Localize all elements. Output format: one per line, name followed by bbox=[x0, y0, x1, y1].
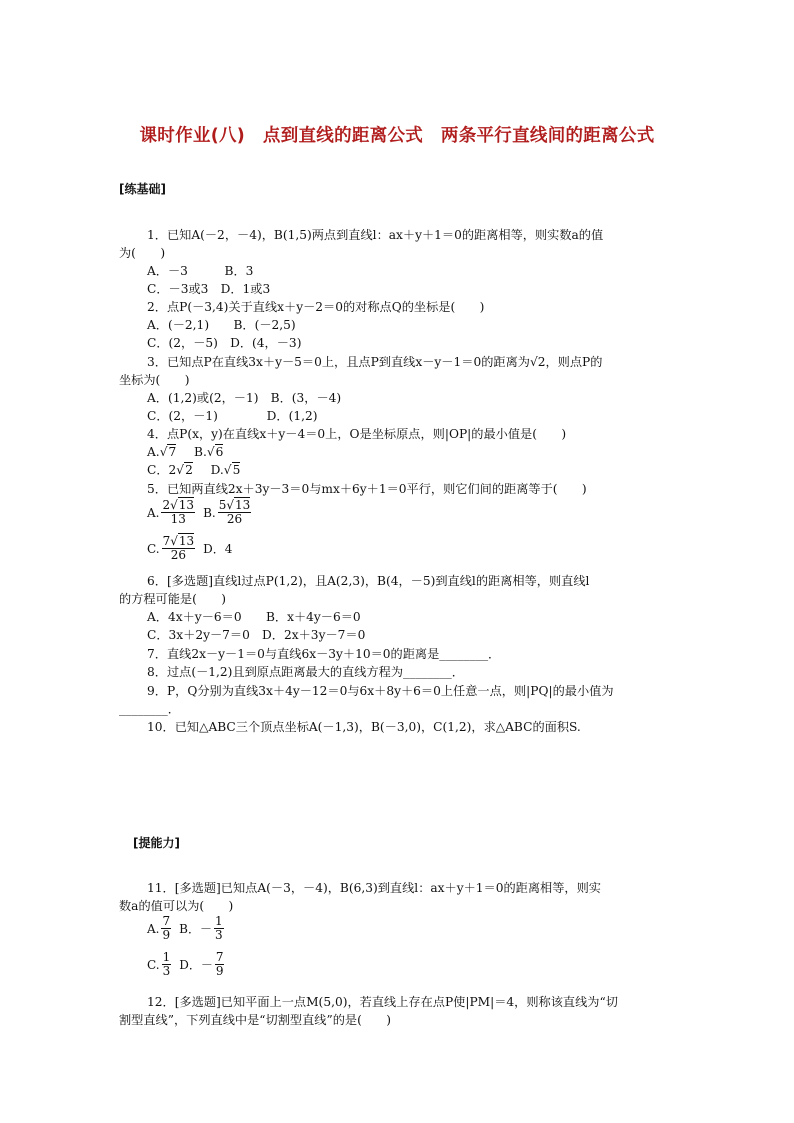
q11-option-b-denominator: 3 bbox=[214, 928, 223, 942]
q11-option-d-numerator: 7 bbox=[215, 950, 224, 964]
q11-options-ab bbox=[147, 915, 226, 942]
q5-option-b-coef: 5 bbox=[218, 498, 227, 512]
q5-option-c-radicand: 13 bbox=[178, 534, 195, 548]
q11-options-cd bbox=[147, 951, 226, 978]
q1-options-ab: A．－3 B．3 bbox=[147, 264, 254, 278]
q5-option-a-denominator: 13 bbox=[170, 512, 186, 526]
q11-option-b-numerator: 1 bbox=[214, 914, 223, 928]
q8: 8．过点(－1,2)且到原点距离最大的直线方程为________． bbox=[147, 665, 464, 679]
q1-stem: 1．已知A(－2，－4)，B(1,5)两点到直线l：ax＋y＋1＝0的距离相等，则实数a的值 bbox=[147, 228, 604, 242]
q11-option-c-numerator: 1 bbox=[162, 950, 171, 964]
q11-option-c-label: C. bbox=[147, 957, 160, 972]
q4-option-a-radicand: 7 bbox=[168, 445, 177, 459]
q5-option-b-label: B. bbox=[203, 505, 216, 520]
q11-option-b-label: B．－ bbox=[179, 922, 212, 936]
q11-option-d-fraction bbox=[215, 951, 225, 978]
q4-option-a-label: A. bbox=[147, 445, 160, 459]
q6-options-ab: A．4x＋y－6＝0 B．x＋4y－6＝0 bbox=[147, 610, 361, 624]
q11-option-c-fraction bbox=[162, 951, 172, 978]
q12-stem-cont: 割型直线”，下列直线中是“切割型直线”的是( ) bbox=[119, 1013, 391, 1027]
q4-option-c-radicand: 2 bbox=[185, 463, 193, 477]
q1-options-cd: C．－3或3 D．1或3 bbox=[147, 282, 271, 296]
q4-options-ab: A.√7 B.√6 bbox=[147, 445, 224, 459]
q11-option-c-denominator: 3 bbox=[162, 964, 171, 978]
q3-stem: 3．已知点P在直线3x＋y－5＝0上，且点P到直线x－y－1＝0的距离为√2，则点P的 bbox=[147, 355, 603, 369]
q11-stem-cont: 数a的值可以为( ) bbox=[119, 899, 234, 913]
q11-option-d-label: D．－ bbox=[179, 958, 213, 972]
q3-stem-cont: 坐标为( ) bbox=[119, 373, 190, 387]
q3-options-ab: A．(1,2)或(2，－1) B．(3，－4) bbox=[147, 391, 342, 405]
q11-stem: 11．[多选题]已知点A(－3，－4)，B(6,3)到直线l：ax＋y＋1＝0的距离相等，则实 bbox=[147, 881, 601, 895]
q5-option-b-fraction: $\frac{5√13}{26}$ bbox=[218, 498, 251, 526]
q5-option-c-fraction: $\frac{7√13}{26}$ bbox=[162, 534, 195, 562]
q5-option-c-label: C. bbox=[147, 541, 160, 556]
q11-option-b-fraction bbox=[214, 915, 224, 942]
q4-option-d-label: D. bbox=[210, 463, 224, 477]
q5-option-a-label: A. bbox=[147, 505, 160, 520]
q5-option-b-denominator: 26 bbox=[226, 512, 243, 526]
q5-option-b-radicand: 13 bbox=[235, 498, 251, 512]
q9-stem: 9．P，Q分别为直线3x＋4y－12＝0与6x＋8y＋6＝0上任意一点，则|PQ|的最小值为 bbox=[147, 684, 614, 698]
q11-option-a-denominator: 9 bbox=[162, 928, 171, 942]
q2-options-ab: A．(－2,1) B．(－2,5) bbox=[147, 318, 296, 332]
q6-options-cd: C．3x＋2y－7＝0 D．2x＋3y－7＝0 bbox=[147, 628, 366, 642]
q2-stem: 2．点P(－3,4)关于直线x＋y－2＝0的对称点Q的坐标是( ) bbox=[147, 300, 485, 314]
q2-options-cd: C．(2，－5) D．(4，－3) bbox=[147, 336, 302, 350]
q5-option-a-radicand: 13 bbox=[178, 498, 195, 512]
section-basic: [练基础] bbox=[119, 182, 166, 196]
page-title: 课时作业(八) 点到直线的距离公式 两条平行直线间的距离公式 bbox=[139, 126, 655, 146]
q5-options-cd bbox=[147, 535, 232, 562]
q11-option-a-fraction bbox=[161, 915, 171, 942]
q6-stem-cont: 的方程可能是( ) bbox=[119, 592, 227, 606]
q12-stem: 12．[多选题]已知平面上一点M(5,0)，若直线上存在点P使|PM|＝4，则称该直线为“切 bbox=[147, 995, 618, 1009]
q7: 7．直线2x－y－1＝0与直线6x－3y＋10＝0的距离是________． bbox=[147, 647, 501, 661]
q10: 10．已知△ABC三个顶点坐标A(－1,3)，B(－3,0)，C(1,2)，求△ABC的面积S. bbox=[147, 720, 581, 734]
q11-option-a-label: A. bbox=[147, 921, 160, 936]
q5-option-a-fraction: $\frac{2√13}{13}$ bbox=[162, 498, 195, 526]
q11-option-d-denominator: 9 bbox=[215, 964, 224, 978]
q3-options-cd: C．(2，－1) D．(1,2) bbox=[147, 409, 318, 423]
q4-option-c-label: C．2 bbox=[147, 463, 177, 477]
section-advanced: [提能力] bbox=[133, 836, 180, 850]
q5-stem: 5．已知两直线2x＋3y－3＝0与mx＋6y＋1＝0平行，则它们间的距离等于( ) bbox=[147, 482, 587, 496]
q5-option-c-denominator: 26 bbox=[170, 548, 186, 562]
q5-option-a-coef: 2 bbox=[162, 498, 171, 512]
q4-option-b-label: B. bbox=[193, 445, 207, 459]
q5-option-d: D．4 bbox=[203, 542, 233, 556]
q4-option-b-radicand: 6 bbox=[215, 445, 224, 459]
q9-stem-cont: ________． bbox=[119, 702, 180, 716]
q5-option-c-coef: 7 bbox=[162, 534, 171, 548]
q5-options-ab bbox=[147, 499, 253, 526]
q6-stem: 6．[多选题]直线l过点P(1,2)，且A(2,3)，B(4，－5)到直线l的距离相等，则直线l bbox=[147, 574, 590, 588]
q4-options-cd: C．2√2 D.√5 bbox=[147, 463, 241, 477]
q4-stem: 4．点P(x，y)在直线x＋y－4＝0上，O是坐标原点，则|OP|的最小值是( ) bbox=[147, 427, 567, 441]
q11-option-a-numerator: 7 bbox=[162, 914, 171, 928]
q4-option-d-radicand: 5 bbox=[232, 463, 241, 477]
q1-stem-cont: 为( ) bbox=[119, 246, 166, 260]
